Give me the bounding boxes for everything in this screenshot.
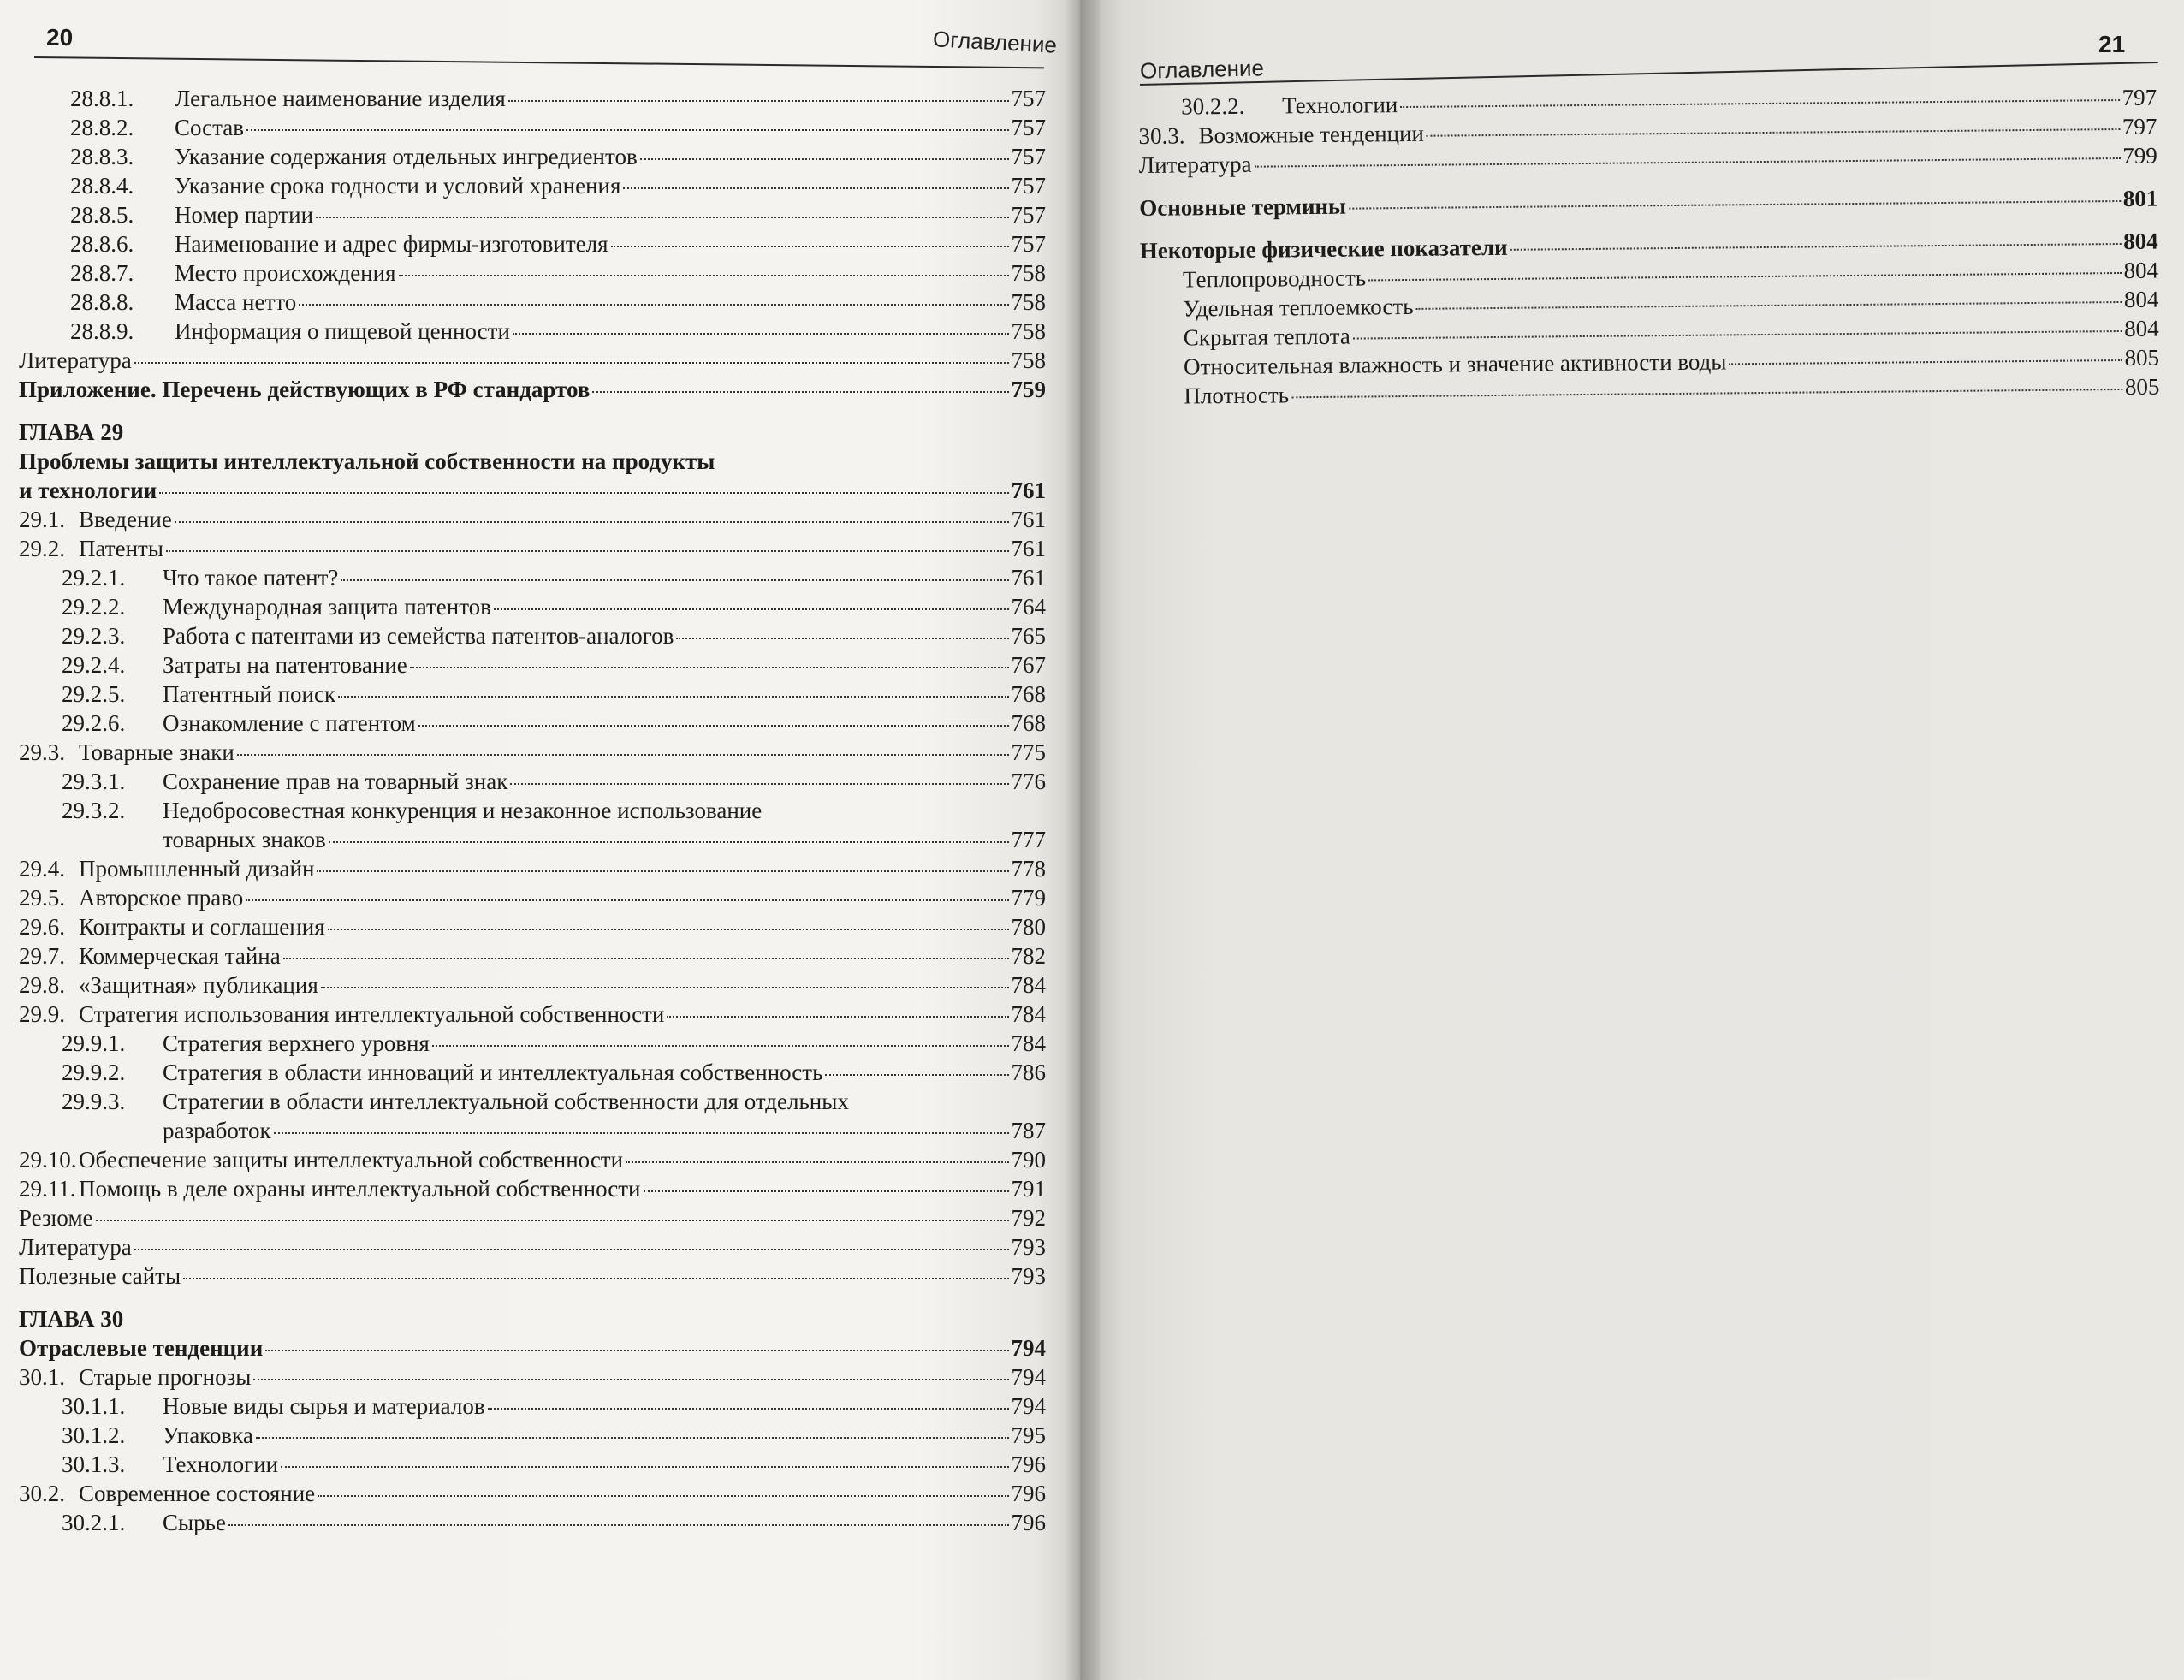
entry-title: Недобросовестная конкуренция и незаконное использование xyxy=(163,798,763,823)
dot-leader xyxy=(274,1132,1009,1134)
dot-leader xyxy=(644,1190,1009,1192)
entry-title: Сырье xyxy=(163,1510,226,1535)
dot-leader xyxy=(513,333,1009,335)
dot-leader xyxy=(592,391,1008,393)
entry-title: и технологии xyxy=(19,478,157,503)
entry-page-number: 794 xyxy=(1011,1364,1046,1390)
entry-page-number: 780 xyxy=(1011,914,1046,940)
entry-title: Указание содержания отдельных ингредиентов xyxy=(175,144,638,169)
toc-entry xyxy=(19,854,1046,883)
dot-leader xyxy=(281,1466,1008,1468)
entry-page-number: 768 xyxy=(1011,681,1046,707)
entry-page-number: 796 xyxy=(1011,1481,1046,1506)
entry-page-number: 757 xyxy=(1011,115,1046,140)
dot-leader xyxy=(432,1045,1009,1047)
entry-number: 29.2. xyxy=(19,536,65,561)
toc-entry xyxy=(1139,184,2157,223)
entry-title: Плотность xyxy=(1184,382,1290,409)
dot-leader xyxy=(1255,157,2121,168)
entry-number: 29.2.2. xyxy=(62,594,126,620)
dot-leader xyxy=(338,696,1008,698)
entry-number: 29.2.6. xyxy=(62,710,126,736)
entry-page-number: 782 xyxy=(1011,943,1046,969)
entry-page-number: 776 xyxy=(1011,769,1046,794)
entry-page-number: 758 xyxy=(1011,260,1046,286)
entry-page-number: 790 xyxy=(1011,1147,1046,1172)
entry-page-number: 801 xyxy=(2122,185,2158,211)
entry-title: Стратегия использования интеллектуальной собственности xyxy=(79,1001,665,1027)
dot-leader xyxy=(253,1379,1008,1380)
entry-page-number: 792 xyxy=(1011,1205,1046,1231)
toc-entry xyxy=(19,912,1046,941)
entry-page-number: 767 xyxy=(1011,652,1046,678)
dot-leader xyxy=(329,841,1009,843)
entry-title: Стратегии в области интеллектуальной собственности для отдельных xyxy=(163,1089,849,1114)
entry-title: Авторское право xyxy=(79,885,244,911)
entry-page-number: 775 xyxy=(1011,739,1046,765)
right-page xyxy=(1080,0,2184,1680)
entry-page-number: 777 xyxy=(1011,827,1046,852)
entry-title: Сохранение прав на товарный знак xyxy=(163,769,508,794)
entry-title: Легальное наименование изделия xyxy=(175,86,506,111)
toc-entry xyxy=(19,288,1046,317)
entry-number: 29.11. xyxy=(19,1176,76,1202)
entry-number: 29.2.3. xyxy=(62,623,126,649)
dot-leader xyxy=(410,667,1009,668)
dot-leader xyxy=(256,1437,1009,1439)
toc-entry xyxy=(19,1116,1046,1145)
dot-leader xyxy=(1510,243,2122,251)
toc-entry xyxy=(19,258,1046,288)
entry-title: Работа с патентами из семейства патентов-аналогов xyxy=(163,623,674,649)
entry-number: 29.3.1. xyxy=(62,769,126,794)
toc-entry xyxy=(19,505,1046,534)
entry-title: Некоторые физические показатели xyxy=(1139,234,1508,264)
dot-leader xyxy=(1353,330,2122,340)
left-page xyxy=(0,0,1080,1680)
toc-entry xyxy=(19,1232,1046,1261)
entry-page-number: 794 xyxy=(1011,1335,1046,1361)
entry-page-number: 757 xyxy=(1011,173,1046,199)
entry-page-number: 784 xyxy=(1011,972,1046,998)
dot-leader xyxy=(623,187,1008,189)
dot-leader xyxy=(246,129,1008,131)
entry-page-number: 786 xyxy=(1011,1060,1046,1085)
entry-number: 28.8.2. xyxy=(70,115,134,140)
entry-title: Отраслевые тенденции xyxy=(19,1335,264,1361)
entry-number: 29.10. xyxy=(19,1147,77,1172)
entry-title: Товарные знаки xyxy=(79,739,234,765)
dot-leader xyxy=(1416,301,2122,310)
entry-number: 29.2.5. xyxy=(62,681,126,707)
toc-entry xyxy=(19,1000,1046,1029)
entry-title: Информация о пищевой ценности xyxy=(175,318,510,344)
entry-page-number: 758 xyxy=(1011,289,1046,315)
dot-leader xyxy=(183,1278,1008,1279)
entry-number: 29.9.3. xyxy=(62,1089,126,1114)
dot-leader xyxy=(508,100,1009,102)
dot-leader xyxy=(510,783,1008,785)
dot-leader xyxy=(1400,99,2119,108)
dot-leader xyxy=(299,304,1008,306)
entry-number: 30.2.1. xyxy=(62,1510,126,1535)
entry-number: 29.1. xyxy=(19,507,65,532)
entry-title: Коммерческая тайна xyxy=(79,943,281,969)
dot-leader xyxy=(1368,272,2121,281)
entry-number: 29.3. xyxy=(19,739,65,765)
toc-entry xyxy=(19,1058,1046,1087)
toc-entry xyxy=(19,592,1046,621)
toc-entry xyxy=(19,1174,1046,1203)
entry-title: Ознакомление с патентом xyxy=(163,710,416,736)
entry-page-number: 797 xyxy=(2122,113,2157,140)
entry-page-number: 757 xyxy=(1011,86,1046,111)
toc-entry xyxy=(19,680,1046,709)
dot-leader xyxy=(611,246,1009,247)
entry-page-number: 768 xyxy=(1011,710,1046,736)
entry-page-number: 804 xyxy=(2123,257,2159,283)
page-number: 20 xyxy=(46,24,74,50)
entry-title: Относительная влажность и значение активности воды xyxy=(1183,348,1727,380)
entry-page-number: 804 xyxy=(2123,228,2158,254)
entry-title: Технологии xyxy=(163,1451,279,1477)
dot-leader xyxy=(265,1350,1008,1351)
entry-number: 28.8.3. xyxy=(70,144,134,169)
entry-title: ГЛАВА 30 xyxy=(19,1306,124,1332)
entry-page-number: 778 xyxy=(1011,856,1046,882)
toc-entry xyxy=(19,1203,1046,1232)
dot-leader xyxy=(825,1074,1008,1076)
entry-page-number: 805 xyxy=(2124,344,2160,371)
dot-leader xyxy=(166,550,1009,552)
toc-entry xyxy=(19,883,1046,912)
entry-title: ГЛАВА 29 xyxy=(19,419,124,445)
toc-entry xyxy=(19,113,1046,142)
entry-page-number: 761 xyxy=(1011,478,1046,503)
entry-title: Приложение. Перечень действующих в РФ стандартов xyxy=(19,377,591,402)
entry-number: 29.9.1. xyxy=(62,1030,126,1056)
entry-title: Скрытая теплота xyxy=(1183,323,1350,351)
entry-number: 30.2. xyxy=(19,1481,65,1506)
dot-leader xyxy=(237,754,1009,756)
entry-title: Затраты на патентование xyxy=(163,652,407,678)
dot-leader xyxy=(318,1495,1008,1497)
toc-entry xyxy=(19,1261,1046,1291)
entry-page-number: 787 xyxy=(1011,1118,1046,1143)
entry-number: 28.8.6. xyxy=(70,231,134,257)
entry-page-number: 758 xyxy=(1011,318,1046,344)
entry-number: 29.8. xyxy=(19,972,65,998)
entry-number: 29.9.2. xyxy=(62,1060,126,1085)
entry-title: Номер партии xyxy=(175,202,314,228)
entry-number: 29.2.4. xyxy=(62,652,126,678)
toc-entry xyxy=(19,171,1046,200)
entry-page-number: 779 xyxy=(1011,885,1046,911)
entry-page-number: 764 xyxy=(1011,594,1046,620)
entry-title: Старые прогнозы xyxy=(79,1364,252,1390)
toc-entry xyxy=(19,1087,1046,1116)
entry-title: Современное состояние xyxy=(79,1481,316,1506)
entry-title: Контракты и соглашения xyxy=(79,914,325,940)
toc-entry xyxy=(19,796,1046,825)
entry-number: 30.1.3. xyxy=(62,1451,126,1477)
entry-title: Международная защита патентов xyxy=(163,594,491,620)
entry-title: Что такое патент? xyxy=(163,565,339,591)
entry-title: Полезные сайты xyxy=(19,1263,181,1289)
entry-title: Место происхождения xyxy=(175,260,396,286)
dot-leader xyxy=(494,608,1009,610)
entry-title: Литература xyxy=(19,347,132,373)
entry-page-number: 757 xyxy=(1011,144,1046,169)
entry-title: Проблемы защиты интеллектуальной собственности на продукты xyxy=(19,448,715,474)
entry-page-number: 804 xyxy=(2124,315,2159,341)
header-rule xyxy=(1140,62,2158,86)
entry-number: 30.1.2. xyxy=(62,1422,126,1448)
toc-entry xyxy=(19,229,1046,258)
entry-title: Резюме xyxy=(19,1205,93,1231)
page-number: 21 xyxy=(2098,31,2126,57)
entry-number: 29.3.2. xyxy=(62,798,126,823)
toc-entry xyxy=(19,84,1046,113)
toc-entry xyxy=(19,1333,1046,1362)
dot-leader xyxy=(626,1161,1008,1163)
entry-title: Теплопроводность xyxy=(1182,264,1367,293)
entry-page-number: 765 xyxy=(1011,623,1046,649)
entry-number: 30.1. xyxy=(19,1364,65,1390)
toc-entry xyxy=(19,142,1046,171)
entry-page-number: 761 xyxy=(1011,565,1046,591)
entry-number: 28.8.5. xyxy=(70,202,134,228)
entry-title: Основные термины xyxy=(1139,193,1347,221)
toc-entry xyxy=(19,1479,1046,1508)
entry-title: Наименование и адрес фирмы-изготовителя xyxy=(175,231,608,257)
entry-number: 28.8.8. xyxy=(70,289,134,315)
entry-page-number: 805 xyxy=(2124,373,2160,400)
dot-leader xyxy=(228,1524,1009,1526)
toc-entry xyxy=(19,1145,1046,1174)
entry-title: Стратегия верхнего уровня xyxy=(163,1030,430,1056)
toc-entry xyxy=(19,375,1046,404)
entry-number: 28.8.4. xyxy=(70,173,134,199)
chapter-heading xyxy=(19,418,1046,447)
entry-number: 30.1.1. xyxy=(62,1393,126,1419)
dot-leader xyxy=(1291,389,2122,398)
entry-title: Патентный поиск xyxy=(163,681,336,707)
dot-leader xyxy=(316,217,1008,218)
entry-page-number: 796 xyxy=(1011,1510,1046,1535)
toc-list xyxy=(1138,83,2160,411)
entry-title: Масса нетто xyxy=(175,289,297,315)
entry-page-number: 795 xyxy=(1011,1422,1046,1448)
entry-number: 29.6. xyxy=(19,914,65,940)
dot-leader xyxy=(246,899,1008,901)
entry-page-number: 784 xyxy=(1011,1001,1046,1027)
dot-leader xyxy=(418,725,1009,727)
entry-title: Указание срока годности и условий хранения xyxy=(175,173,621,199)
entry-number: 30.3. xyxy=(1138,122,1185,149)
entry-number: 29.9. xyxy=(19,1001,65,1027)
entry-page-number: 784 xyxy=(1011,1030,1046,1056)
toc-entry xyxy=(19,346,1046,375)
header-rule xyxy=(34,56,1044,68)
running-head: Оглавление xyxy=(932,26,1058,58)
entry-title: разработок xyxy=(163,1118,271,1143)
entry-title: товарных знаков xyxy=(163,827,326,852)
entry-number: 29.2.1. xyxy=(62,565,126,591)
entry-number: 28.8.7. xyxy=(70,260,134,286)
entry-page-number: 799 xyxy=(2122,142,2157,169)
entry-page-number: 797 xyxy=(2122,84,2157,110)
dot-leader xyxy=(134,362,1009,364)
entry-page-number: 793 xyxy=(1011,1234,1046,1260)
entry-page-number: 758 xyxy=(1011,347,1046,373)
entry-title: Литература xyxy=(19,1234,132,1260)
dot-leader xyxy=(134,1249,1009,1250)
entry-title: Новые виды сырья и материалов xyxy=(163,1393,485,1419)
entry-title: Промышленный дизайн xyxy=(79,856,315,882)
dot-leader xyxy=(283,958,1009,959)
entry-number: 28.8.1. xyxy=(70,86,134,111)
dot-leader xyxy=(1349,200,2121,210)
toc-entry xyxy=(19,767,1046,796)
entry-page-number: 761 xyxy=(1011,507,1046,532)
entry-number: 28.8.9. xyxy=(70,318,134,344)
toc-entry xyxy=(19,476,1046,505)
dot-leader xyxy=(676,638,1008,639)
entry-page-number: 757 xyxy=(1011,202,1046,228)
entry-number: 30.2.2. xyxy=(1181,92,1245,120)
entry-title: Состав xyxy=(175,115,245,140)
dot-leader xyxy=(1729,359,2122,365)
toc-entry xyxy=(19,941,1046,971)
toc-entry xyxy=(19,650,1046,680)
entry-title: Стратегия в области инноваций и интеллектуальная собственность xyxy=(163,1060,823,1085)
dot-leader xyxy=(488,1408,1009,1410)
entry-title: Литература xyxy=(1138,151,1252,178)
toc-entry xyxy=(19,709,1046,738)
entry-page-number: 804 xyxy=(2123,286,2159,312)
toc-entry xyxy=(19,1450,1046,1479)
dot-leader xyxy=(667,1016,1008,1018)
entry-title: Патенты xyxy=(79,536,163,561)
entry-title: Удельная теплоемкость xyxy=(1183,293,1414,322)
running-head: Оглавление xyxy=(1139,55,1265,84)
entry-title: Упаковка xyxy=(163,1422,253,1448)
dot-leader xyxy=(175,521,1009,523)
dot-leader xyxy=(159,492,1008,494)
entry-page-number: 796 xyxy=(1011,1451,1046,1477)
chapter-heading xyxy=(19,1304,1046,1333)
dot-leader xyxy=(1427,128,2120,137)
entry-number: 29.4. xyxy=(19,856,65,882)
entry-page-number: 794 xyxy=(1011,1393,1046,1419)
entry-page-number: 791 xyxy=(1011,1176,1046,1202)
toc-entry xyxy=(19,1362,1046,1392)
dot-leader xyxy=(317,870,1008,872)
book-gutter-shadow xyxy=(1065,0,1100,1680)
toc-entry xyxy=(19,738,1046,767)
toc-entry xyxy=(19,317,1046,346)
toc-entry xyxy=(19,825,1046,854)
toc-entry xyxy=(19,621,1046,650)
entry-title: «Защитная» публикация xyxy=(79,972,318,998)
toc-entry xyxy=(19,1029,1046,1058)
dot-leader xyxy=(328,929,1009,930)
dot-leader xyxy=(341,579,1008,581)
entry-page-number: 757 xyxy=(1011,231,1046,257)
entry-page-number: 759 xyxy=(1011,377,1046,402)
toc-entry xyxy=(19,1508,1046,1537)
entry-title: Помощь в деле охраны интеллектуальной собственности xyxy=(79,1176,641,1202)
entry-page-number: 761 xyxy=(1011,536,1046,561)
toc-list xyxy=(19,84,1046,1537)
toc-entry xyxy=(19,971,1046,1000)
entry-title: Технологии xyxy=(1282,92,1398,119)
entry-number: 29.5. xyxy=(19,885,65,911)
entry-title: Введение xyxy=(79,507,172,532)
dot-leader xyxy=(96,1220,1009,1221)
dot-leader xyxy=(640,158,1009,160)
entry-page-number: 793 xyxy=(1011,1263,1046,1289)
dot-leader xyxy=(321,987,1009,988)
entry-number: 29.7. xyxy=(19,943,65,969)
toc-entry xyxy=(19,1392,1046,1421)
toc-entry xyxy=(19,447,1046,476)
toc-entry xyxy=(19,200,1046,229)
toc-entry xyxy=(19,563,1046,592)
toc-entry xyxy=(19,534,1046,563)
entry-title: Возможные тенденции xyxy=(1198,120,1425,149)
entry-title: Обеспечение защиты интеллектуальной собственности xyxy=(79,1147,624,1172)
toc-entry xyxy=(19,1421,1046,1450)
dot-leader xyxy=(399,275,1009,276)
